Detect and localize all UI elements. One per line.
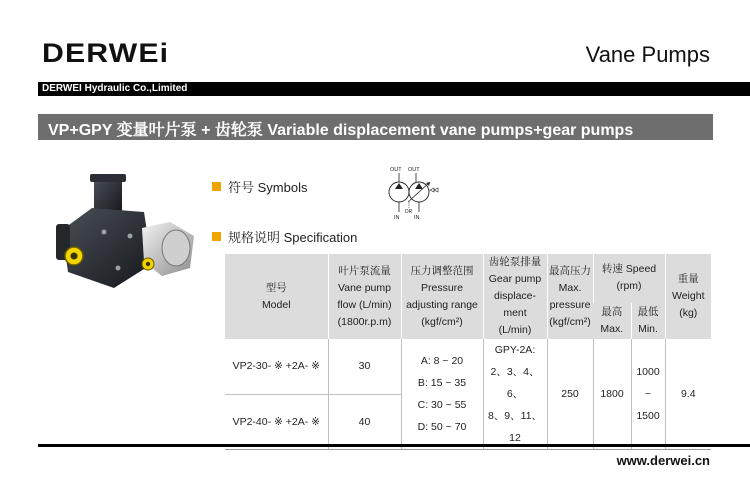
speed-min-cell: 1000 ~ 1500 — [631, 339, 665, 450]
weight-cell: 9.4 — [665, 339, 711, 450]
speed-max-cell: 1800 — [593, 339, 631, 450]
gear-displacement-cell: GPY-2A: 2、3、4、6、 8、9、11、 12 — [483, 339, 547, 450]
website-link[interactable]: www.derwei.cn — [616, 453, 710, 468]
header-weight: 重量 Weight (kg) — [665, 254, 711, 339]
document-title: Vane Pumps — [585, 42, 710, 67]
table-row — [225, 339, 711, 394]
pump-product-image — [52, 172, 200, 296]
spec-section-label — [212, 227, 357, 246]
hydraulic-symbol-diagram — [386, 164, 442, 222]
bullet-icon — [212, 182, 221, 191]
symbol-out-right: OUT — [408, 167, 420, 173]
spec-label-text: 规格说明 Specification — [228, 230, 358, 245]
logo-text: DERWEi — [42, 37, 170, 68]
symbol-out-left: OUT — [390, 167, 402, 173]
header-speed-min: 最低 Min. — [631, 303, 665, 339]
company-bar — [38, 82, 750, 96]
symbol-in-left: IN — [394, 215, 400, 221]
header-model: 型号 Model — [225, 254, 328, 339]
product-title-bar — [38, 114, 713, 140]
product-title: VP+GPY 变量叶片泵 + 齿轮泵 Variable displacement vane pumps+gear pumps — [48, 122, 634, 139]
header-speed-max: 最高 Max. — [593, 303, 631, 339]
symbols-section-label — [212, 177, 307, 196]
max-pressure-cell: 250 — [547, 339, 593, 450]
company-name: DERWEI Hydraulic Co.,Limited — [42, 83, 188, 94]
company-logo — [42, 37, 170, 68]
header-vane-flow: 叶片泵流量 Vane pump flow (L/min) (1800r.p.m) — [328, 254, 401, 339]
model-cell: VP2-30- ※ +2A- ※ — [225, 339, 328, 394]
symbols-label-text: 符号 Symbols — [228, 180, 308, 195]
header-speed: 转速 Speed (rpm) — [593, 254, 665, 303]
symbol-dr-label: DR — [405, 209, 413, 215]
specification-table — [225, 254, 711, 450]
vane-flow-cell: 30 — [328, 339, 401, 394]
footer-bar — [38, 444, 750, 447]
vane-flow-cell: 40 — [328, 394, 401, 449]
bullet-icon — [212, 232, 221, 241]
model-cell: VP2-40- ※ +2A- ※ — [225, 394, 328, 449]
header-max-pressure: 最高压力 Max. pressure (kgf/cm²) — [547, 254, 593, 339]
symbol-in-right: IN — [414, 215, 420, 221]
header-pressure-range: 压力调整范围 Pressure adjusting range (kgf/cm²) — [401, 254, 483, 339]
pressure-range-cell: A: 8 ~ 20 B: 15 ~ 35 C: 30 ~ 55 D: 50 ~ 70 — [401, 339, 483, 450]
header-gear-displacement: 齿轮泵排量 Gear pump displace- ment (L/min) — [483, 254, 547, 339]
